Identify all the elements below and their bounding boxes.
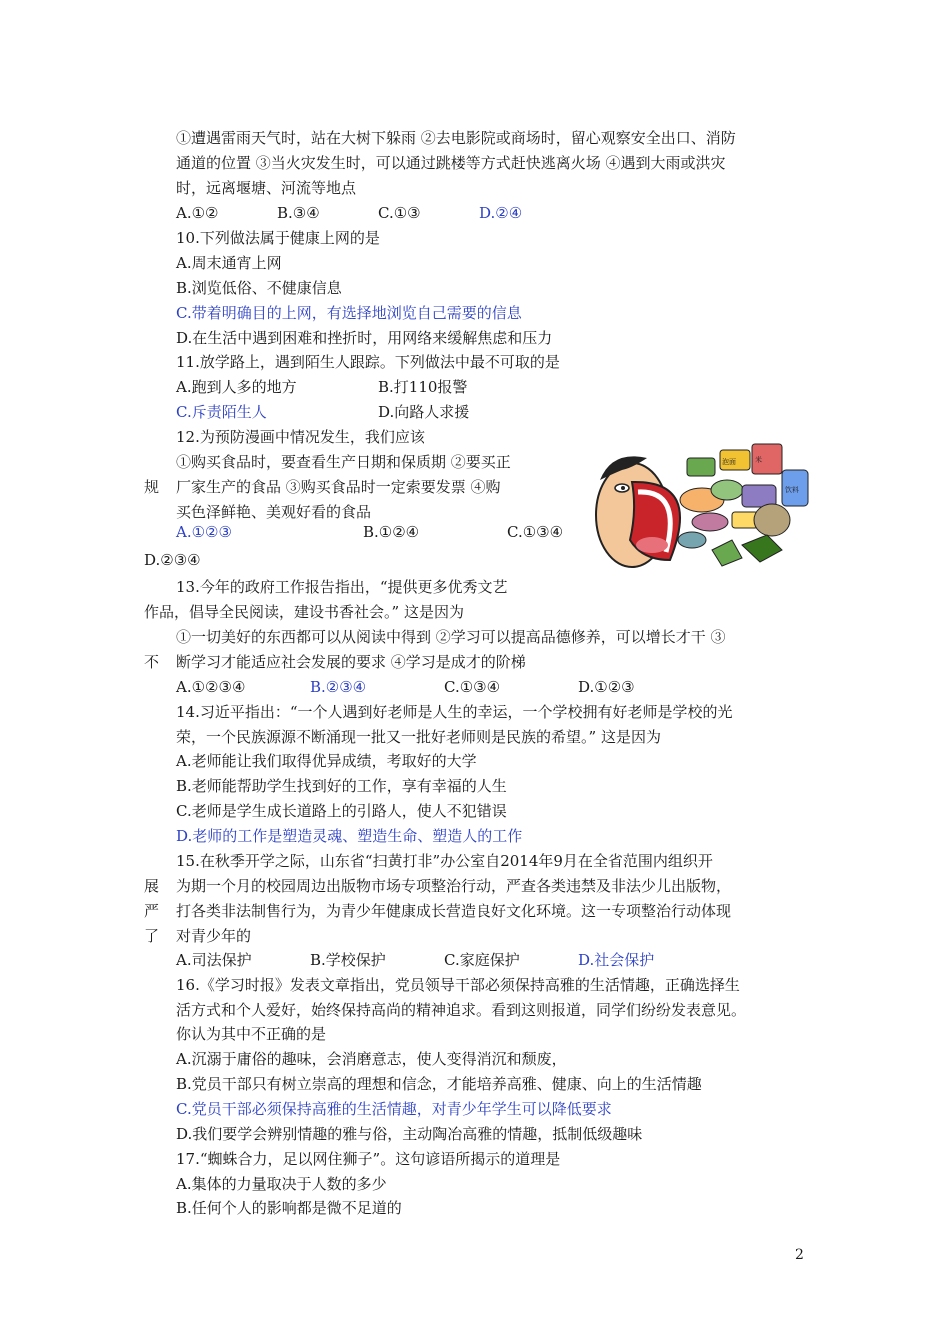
- q14-option-c: C.老师是学生成长道路上的引路人，使人不犯错误: [176, 802, 507, 820]
- q12-option-b: B.①②④: [363, 523, 420, 541]
- q16-option-c-answer: C.党员干部必须保持高雅的生活情趣，对青少年学生可以降低要求: [176, 1100, 612, 1118]
- q13-line-2: 断学习才能适应社会发展的要求 ④学习是成才的阶梯: [176, 653, 526, 671]
- q9-line-2: 通道的位置 ③当火灾发生时，可以通过跳楼等方式赶快逃离火场 ④遇到大雨或洪灾: [176, 154, 726, 172]
- q13-option-a: A.①②③④: [176, 678, 246, 696]
- q15-option-b: B.学校保护: [310, 951, 386, 969]
- q15-stem-3: 打各类非法制售行为，为青少年健康成长营造良好文化环境。这一专项整治行动体现: [176, 902, 732, 920]
- q15-option-a: A.司法保护: [176, 951, 252, 969]
- q15-margin-2: 严: [144, 902, 160, 920]
- q10-option-c-answer: C.带着明确目的上网，有选择地浏览自己需要的信息: [176, 304, 522, 322]
- q14-option-a: A.老师能让我们取得优异成绩，考取好的大学: [176, 752, 477, 770]
- q9-option-c: C.①③: [378, 204, 421, 222]
- q13-stem-2: 作品，倡导全民阅读，建设书香社会。” 这是因为: [144, 603, 464, 621]
- q15-stem-2: 为期一个月的校园周边出版物市场专项整治行动，严查各类违禁及非法少儿出版物，: [176, 877, 732, 895]
- q13-option-c: C.①③④: [444, 678, 501, 696]
- q13-stem-1: 13.今年的政府工作报告指出，“提供更多优秀文艺: [176, 578, 508, 596]
- q15-stem-4: 对青少年的: [176, 927, 252, 945]
- q11-option-c-answer: C.斥责陌生人: [176, 403, 267, 421]
- q11-option-a: A.跑到人多的地方: [176, 378, 297, 396]
- label-rice: 米: [755, 456, 762, 464]
- q10-option-d: D.在生活中遇到困难和挫折时，用网络来缓解焦虑和压力: [176, 329, 553, 347]
- q10-stem: 10.下列做法属于健康上网的是: [176, 229, 380, 247]
- q10-option-b: B.浏览低俗、不健康信息: [176, 279, 342, 297]
- q9-line-1: ①遭遇雷雨天气时，站在大树下躲雨 ②去电影院或商场时，留心观察安全出口、消防: [176, 129, 736, 147]
- q13-option-d: D.①②③: [578, 678, 635, 696]
- label-instant-noodle: 泡面: [722, 458, 736, 466]
- q12-margin-char: 规: [144, 478, 160, 496]
- q12-stem: 12.为预防漫画中情况发生，我们应该: [176, 428, 425, 446]
- q12-line-2: 厂家生产的食品 ③购买食品时一定索要发票 ④购: [176, 478, 501, 496]
- q16-stem-2: 活方式和个人爱好，始终保持高尚的精神追求。看到这则报道，同学们纷纷发表意见。: [176, 1001, 747, 1019]
- q11-option-b: B.打110报警: [378, 378, 468, 396]
- q17-option-a: A.集体的力量取决于人数的多少: [176, 1175, 387, 1193]
- q16-option-b: B.党员干部只有树立崇高的理想和信念，才能培养高雅、健康、向上的生活情趣: [176, 1075, 702, 1093]
- junk-food-cartoon: [592, 440, 812, 580]
- q15-option-c: C.家庭保护: [444, 951, 520, 969]
- q14-option-b: B.老师能帮助学生找到好的工作，享有幸福的人生: [176, 777, 507, 795]
- q13-option-b-answer: B.②③④: [310, 678, 367, 696]
- page-number: 2: [795, 1247, 804, 1263]
- q16-option-d: D.我们要学会辨别情趣的雅与俗，主动陶冶高雅的情趣，抵制低级趣味: [176, 1125, 643, 1143]
- q16-stem-3: 你认为其中不正确的是: [176, 1025, 327, 1043]
- q16-option-a: A.沉溺于庸俗的趣味，会消磨意志，使人变得消沉和颓废，: [176, 1050, 567, 1068]
- q11-stem: 11.放学路上，遇到陌生人跟踪。下列做法中最不可取的是: [176, 353, 560, 371]
- q13-margin-char: 不: [144, 653, 160, 671]
- q15-margin-3: 了: [144, 927, 160, 945]
- q10-option-a: A.周末通宵上网: [176, 254, 282, 272]
- q11-option-d: D.向路人求援: [378, 403, 470, 421]
- q9-option-b: B.③④: [277, 204, 320, 222]
- q14-stem-1: 14.习近平指出：“一个人遇到好老师是人生的幸运，一个学校拥有好老师是学校的光: [176, 703, 733, 721]
- q17-option-b: B.任何个人的影响都是微不足道的: [176, 1199, 402, 1217]
- q15-stem-1: 15.在秋季开学之际，山东省“扫黄打非”办公室自2014年9月在全省范围内组织开: [176, 852, 713, 870]
- q17-stem: 17.“蜘蛛合力，足以网住狮子”。这句谚语所揭示的道理是: [176, 1150, 561, 1168]
- q9-option-d-answer: D.②④: [479, 204, 523, 222]
- q12-option-c: C.①③④: [507, 523, 564, 541]
- q13-line-1: ①一切美好的东西都可以从阅读中得到 ②学习可以提高品德修养，可以增长才干 ③: [176, 628, 726, 646]
- q14-stem-2: 荣，一个民族源源不断涌现一批又一批好老师则是民族的希望。” 这是因为: [176, 728, 661, 746]
- q9-line-3: 时，远离堰塘、河流等地点: [176, 179, 357, 197]
- q15-option-d-answer: D.社会保护: [578, 951, 655, 969]
- q15-margin-1: 展: [144, 877, 160, 895]
- q12-option-a-answer: A.①②③: [176, 523, 232, 541]
- q12-line-1: ①购买食品时，要查看生产日期和保质期 ②要买正: [176, 453, 511, 471]
- q14-option-d-answer: D.老师的工作是塑造灵魂、塑造生命、塑造人的工作: [176, 827, 523, 845]
- q12-line-3: 买色泽鲜艳、美观好看的食品: [176, 503, 372, 521]
- q9-option-a: A.①②: [176, 204, 219, 222]
- q12-option-d: D.②③④: [144, 551, 201, 569]
- q16-stem-1: 16.《学习时报》发表文章指出，党员领导干部必须保持高雅的生活情趣，正确选择生: [176, 976, 740, 994]
- label-drink: 饮料: [785, 486, 799, 494]
